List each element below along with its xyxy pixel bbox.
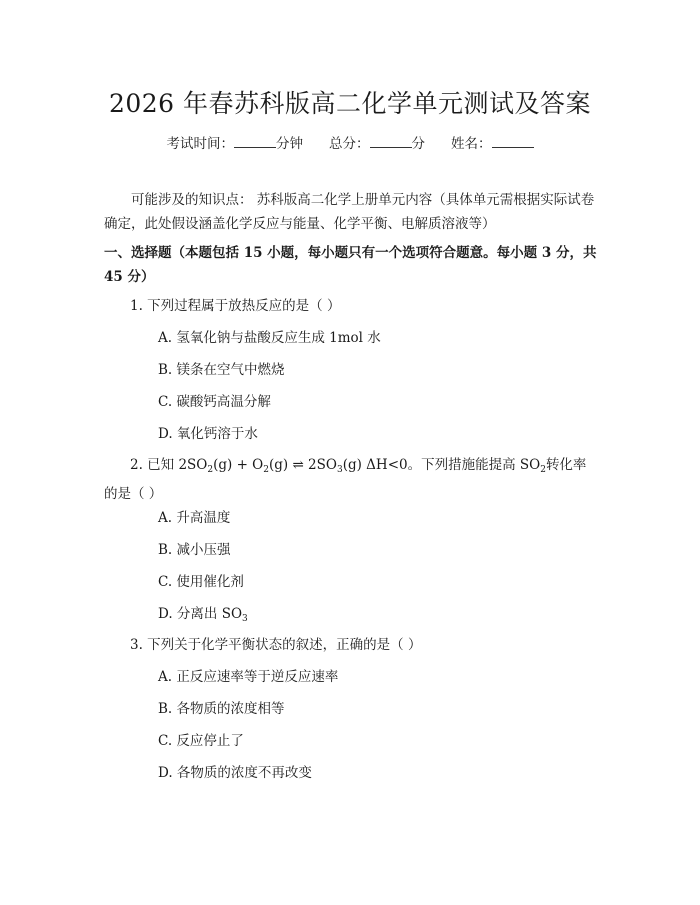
time-unit: 分钟 — [276, 136, 303, 152]
q2-subscript: 3 — [336, 465, 343, 475]
time-blank — [234, 135, 276, 148]
question-1-stem: 1. 下列过程属于放热反应的是（ ） — [130, 298, 341, 314]
question-3-option-d: D. 各物质的浓度不再改变 — [158, 765, 312, 781]
q2-subscript: 2 — [207, 465, 214, 475]
q2-option-d-text: D. 分离出 SO — [158, 606, 243, 622]
question-3-stem: 3. 下列关于化学平衡状态的叙述，正确的是（ ） — [130, 637, 422, 653]
exam-meta — [0, 132, 700, 152]
q2-subscript: 2 — [263, 465, 269, 475]
question-2-stem — [104, 453, 598, 506]
knowledge-intro: 可能涉及的知识点： 苏科版高二化学上册单元内容（具体单元需根据实际试卷确定，此处假设涵盖化学反应与能量、化学平衡、电解质溶液等） — [104, 192, 595, 232]
q2-stem-part: (g) + O — [213, 457, 264, 473]
section-heading: 一、选择题（本题包括 15 小题，每小题只有一个选项符合题意。每小题 3 分，共 45 分） — [104, 245, 597, 285]
question-2-option-d — [158, 602, 248, 631]
time-label: 考试时间： — [166, 136, 234, 152]
q2-subscript: 2 — [540, 465, 546, 475]
question-3-option-c: C. 反应停止了 — [158, 733, 244, 749]
score-blank — [370, 135, 412, 148]
q2-stem-part: 转化率的是（ ） — [104, 457, 587, 502]
question-2-option-c: C. 使用催化剂 — [158, 574, 244, 590]
score-unit: 分 — [411, 136, 425, 152]
question-3-option-b: B. 各物质的浓度相等 — [158, 701, 285, 717]
name-label: 姓名： — [451, 136, 492, 152]
question-1-option-b: B. 镁条在空气中燃烧 — [158, 362, 285, 378]
q2-stem-part: (g) ⇌ 2SO — [268, 457, 337, 473]
question-3-option-a: A. 正反应速率等于逆反应速率 — [158, 669, 339, 685]
page-title: 2026 年春苏科版高二化学单元测试及答案 — [108, 89, 592, 118]
q2-stem-part: (g) ΔH<0。下列措施能提高 SO — [342, 457, 541, 473]
q2-stem-part: 2. 已知 2SO — [130, 457, 208, 473]
score-label: 总分： — [329, 136, 370, 152]
question-2-option-b: B. 减小压强 — [158, 542, 231, 558]
q2-option-d-subscript: 3 — [242, 614, 248, 624]
question-1-option-c: C. 碳酸钙高温分解 — [158, 394, 271, 410]
question-1-option-a: A. 氢氧化钠与盐酸反应生成 1mol 水 — [158, 330, 381, 346]
question-2-option-a: A. 升高温度 — [158, 510, 231, 526]
name-blank — [492, 135, 534, 148]
question-1-option-d: D. 氧化钙溶于水 — [158, 426, 258, 442]
